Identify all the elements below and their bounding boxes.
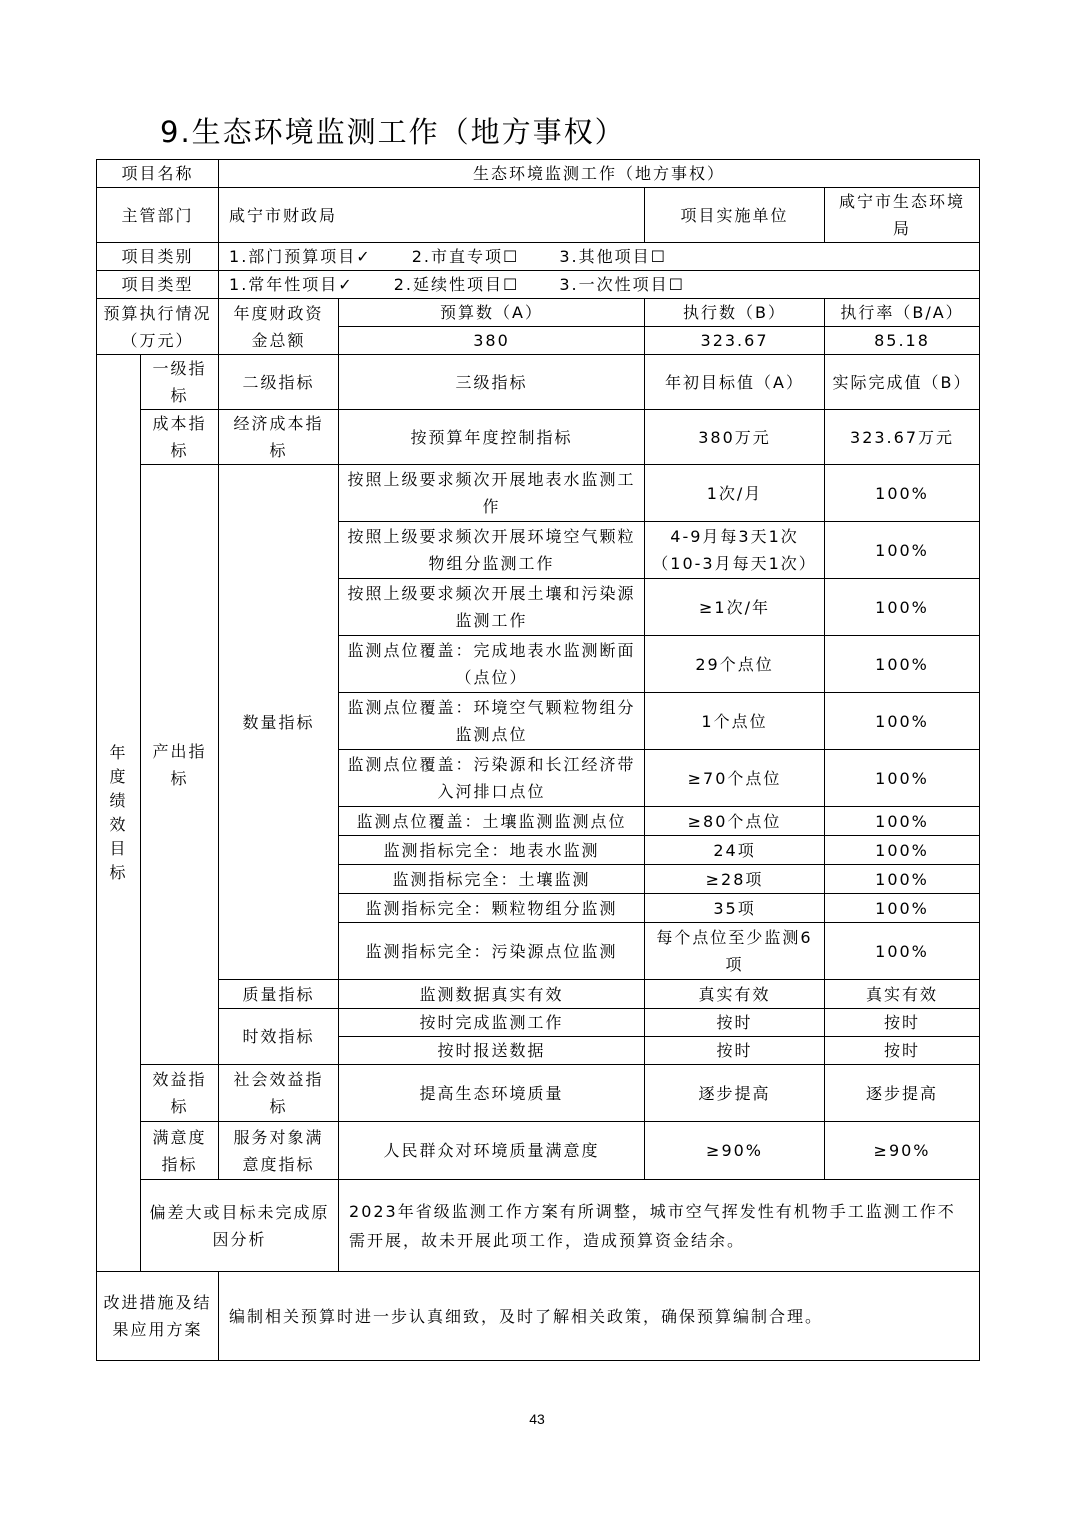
row-quality-indicator — [97, 980, 980, 1009]
quantity-target: 每个点位至少监测6项 — [645, 923, 825, 980]
implementing-unit-value: 咸宁市生态环境局 — [825, 188, 980, 243]
row-benefit-indicator — [97, 1065, 980, 1122]
benefit-actual: 逐步提高 — [825, 1065, 980, 1122]
satisfaction-level3: 人民群众对环境质量满意度 — [339, 1122, 645, 1180]
quantity-actual: 100% — [825, 465, 980, 522]
output-indicator-label: 产出指标 — [141, 465, 219, 1065]
department-label: 主管部门 — [97, 188, 219, 243]
annual-funds-label: 年度财政资金总额 — [219, 299, 339, 355]
benefit-level2: 社会效益指标 — [219, 1065, 339, 1122]
project-name-label: 项目名称 — [97, 160, 219, 188]
actual-header: 实际完成值（B） — [825, 355, 980, 410]
quality-actual: 真实有效 — [825, 980, 980, 1009]
improvement-text: 编制相关预算时进一步认真细致，及时了解相关政策，确保预算编制合理。 — [219, 1272, 980, 1361]
quantity-level3: 监测点位覆盖：土壤监测监测点位 — [339, 807, 645, 836]
row-satisfaction-indicator — [97, 1122, 980, 1180]
quantity-target: ≥1次/年 — [645, 579, 825, 636]
level1-header: 一级指标 — [141, 355, 219, 410]
quantity-target: 24项 — [645, 836, 825, 865]
quantity-target: ≥70个点位 — [645, 750, 825, 807]
benefit-level1: 效益指标 — [141, 1065, 219, 1122]
project-category-options — [219, 243, 980, 271]
quantity-level3: 按照上级要求频次开展环境空气颗粒物组分监测工作 — [339, 522, 645, 579]
quantity-target: 1个点位 — [645, 693, 825, 750]
quantity-target: ≥80个点位 — [645, 807, 825, 836]
quantity-level3: 监测点位覆盖：环境空气颗粒物组分监测点位 — [339, 693, 645, 750]
annual-performance-goals-label: 年度绩效目标 — [97, 355, 141, 1272]
satisfaction-target: ≥90% — [645, 1122, 825, 1180]
benefit-level3: 提高生态环境质量 — [339, 1065, 645, 1122]
execution-rate-header: 执行率（B/A） — [825, 299, 980, 327]
timeliness-actual: 按时 — [825, 1009, 980, 1037]
improvement-label: 改进措施及结果应用方案 — [97, 1272, 219, 1361]
quantity-actual: 100% — [825, 636, 980, 693]
quantity-level3: 按照上级要求频次开展土壤和污染源监测工作 — [339, 579, 645, 636]
category-option-3: 3.其他项目☐ — [559, 247, 667, 266]
execution-rate-value: 85.18 — [825, 327, 980, 355]
quantity-indicator-label: 数量指标 — [219, 465, 339, 980]
budget-execution-label: 预算执行情况（万元） — [97, 299, 219, 355]
implementing-unit-label: 项目实施单位 — [645, 188, 825, 243]
benefit-target: 逐步提高 — [645, 1065, 825, 1122]
category-option-2: 2.市直专项☐ — [411, 247, 520, 266]
satisfaction-actual: ≥90% — [825, 1122, 980, 1180]
quantity-level3: 监测指标完全：颗粒物组分监测 — [339, 894, 645, 923]
quality-level3: 监测数据真实有效 — [339, 980, 645, 1009]
cost-target: 380万元 — [645, 410, 825, 465]
cost-actual: 323.67万元 — [825, 410, 980, 465]
quantity-target: 29个点位 — [645, 636, 825, 693]
type-option-3: 3.一次性项目☐ — [559, 275, 685, 294]
category-option-1: 1.部门预算项目✓ — [229, 247, 372, 266]
timeliness-level3: 按时完成监测工作 — [339, 1009, 645, 1037]
quantity-actual: 100% — [825, 693, 980, 750]
quantity-actual: 100% — [825, 807, 980, 836]
quality-indicator-label: 质量指标 — [219, 980, 339, 1009]
page-title: 9.生态环境监测工作（地方事权） — [160, 115, 626, 149]
deviation-text: 2023年省级监测工作方案有所调整，城市空气挥发性有机物手工监测工作不需开展，故未开展此项工作，造成预算资金结余。 — [339, 1180, 980, 1272]
cost-level3: 按预算年度控制指标 — [339, 410, 645, 465]
quantity-target: 1次/月 — [645, 465, 825, 522]
quantity-target: ≥28项 — [645, 865, 825, 894]
cost-level1: 成本指标 — [141, 410, 219, 465]
quantity-target: 35项 — [645, 894, 825, 923]
row-budget-header — [97, 299, 980, 327]
quantity-actual: 100% — [825, 579, 980, 636]
row-project-category — [97, 243, 980, 271]
timeliness-level3: 按时报送数据 — [339, 1037, 645, 1065]
type-option-1: 1.常年性项目✓ — [229, 275, 354, 294]
table-row — [97, 1009, 980, 1037]
quantity-level3: 按照上级要求频次开展地表水监测工作 — [339, 465, 645, 522]
execution-value: 323.67 — [645, 327, 825, 355]
cost-level2: 经济成本指标 — [219, 410, 339, 465]
quantity-target: 4-9月每3天1次（10-3月每天1次） — [645, 522, 825, 579]
project-type-label: 项目类型 — [97, 271, 219, 299]
quantity-level3: 监测指标完全：土壤监测 — [339, 865, 645, 894]
timeliness-indicator-label: 时效指标 — [219, 1009, 339, 1065]
budget-value: 380 — [339, 327, 645, 355]
timeliness-target: 按时 — [645, 1037, 825, 1065]
quality-target: 真实有效 — [645, 980, 825, 1009]
level2-header: 二级指标 — [219, 355, 339, 410]
row-project-name — [97, 160, 980, 188]
quantity-actual: 100% — [825, 836, 980, 865]
row-project-type — [97, 271, 980, 299]
satisfaction-level2: 服务对象满意度指标 — [219, 1122, 339, 1180]
row-improvement — [97, 1272, 980, 1361]
target-header: 年初目标值（A） — [645, 355, 825, 410]
page-number: 43 — [529, 1411, 545, 1427]
timeliness-target: 按时 — [645, 1009, 825, 1037]
quantity-actual: 100% — [825, 923, 980, 980]
project-type-options — [219, 271, 980, 299]
satisfaction-level1: 满意度指标 — [141, 1122, 219, 1180]
budget-header: 预算数（A） — [339, 299, 645, 327]
row-department — [97, 188, 980, 243]
timeliness-actual: 按时 — [825, 1037, 980, 1065]
quantity-level3: 监测点位覆盖：污染源和长江经济带入河排口点位 — [339, 750, 645, 807]
deviation-label: 偏差大或目标未完成原因分析 — [141, 1180, 339, 1272]
quantity-level3: 监测指标完全：污染源点位监测 — [339, 923, 645, 980]
quantity-actual: 100% — [825, 522, 980, 579]
type-option-2: 2.延续性项目☐ — [393, 275, 520, 294]
quantity-actual: 100% — [825, 865, 980, 894]
quantity-actual: 100% — [825, 750, 980, 807]
row-indicator-header — [97, 355, 980, 410]
row-deviation — [97, 1180, 980, 1272]
quantity-actual: 100% — [825, 894, 980, 923]
project-name-value: 生态环境监测工作（地方事权） — [219, 160, 980, 188]
quantity-level3: 监测点位覆盖：完成地表水监测断面（点位） — [339, 636, 645, 693]
project-category-label: 项目类别 — [97, 243, 219, 271]
performance-table — [96, 159, 980, 1361]
department-value: 咸宁市财政局 — [219, 188, 645, 243]
level3-header: 三级指标 — [339, 355, 645, 410]
row-cost-indicator — [97, 410, 980, 465]
quantity-level3: 监测指标完全：地表水监测 — [339, 836, 645, 865]
table-row — [97, 465, 980, 522]
execution-header: 执行数（B） — [645, 299, 825, 327]
